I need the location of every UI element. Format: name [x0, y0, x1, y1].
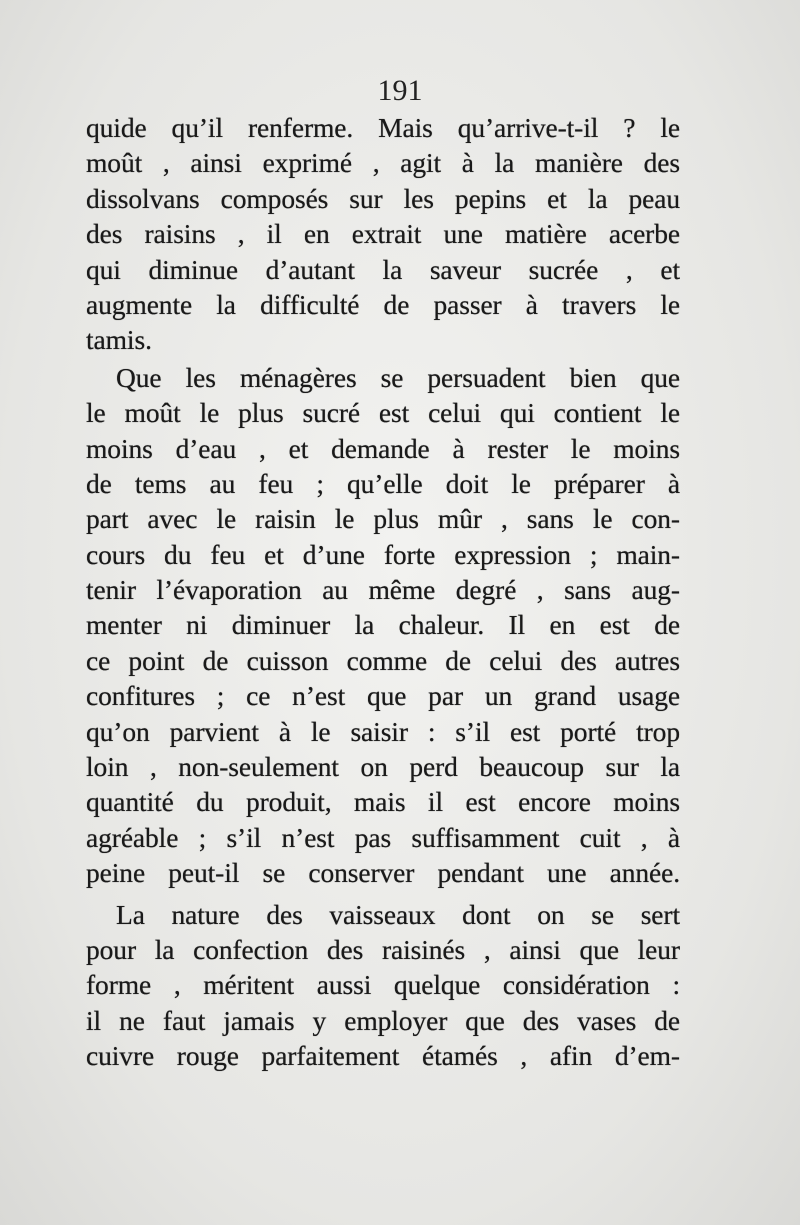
text-line: de tems au feu ; qu’elle doit le préparer à	[86, 467, 680, 499]
text-line: le moût le plus sucré est celui qui contient le	[86, 397, 680, 429]
text-line: quide qu’il renferme. Mais qu’arrive-t-il ? le	[86, 112, 680, 143]
text-line: tenir l’évaporation au même degré , sans aug-	[86, 574, 680, 606]
text-line: tamis.	[86, 324, 152, 356]
text-line: forme , méritent aussi quelque considération :	[86, 969, 680, 1001]
text-line: moût , ainsi exprimé , agit à la manière des	[86, 147, 680, 179]
text-line: qu’on parvient à le saisir : s’il est porté trop	[86, 715, 680, 747]
page-number: 191	[377, 74, 423, 107]
text-line: des raisins , il en extrait une matière acerbe	[86, 218, 680, 250]
text-line: La nature des vaisseaux dont on se sert	[116, 898, 680, 930]
body-text	[86, 110, 680, 1074]
text-line: Que les ménagères se persuadent bien que	[116, 361, 680, 393]
text-line: loin , non-seulement on perd beaucoup sur la	[86, 751, 680, 783]
text-line: confitures ; ce n’est que par un grand usage	[86, 680, 680, 712]
paragraph-2	[86, 360, 680, 891]
text-line: quantité du produit, mais il est encore moins	[86, 786, 680, 818]
text-line: ce point de cuisson comme de celui des autres	[86, 644, 680, 676]
paragraph-3	[86, 897, 680, 1074]
text-line: il ne faut jamais y employer que des vases de	[86, 1004, 680, 1036]
text-line: cours du feu et d’une forte expression ; main-	[86, 538, 680, 570]
text-line: menter ni diminuer la chaleur. Il en est de	[86, 609, 680, 641]
text-line: agréable ; s’il n’est pas suffisamment cuit , à	[86, 821, 680, 853]
text-line: pour la confection des raisinés , ainsi que leur	[86, 933, 680, 965]
text-line: dissolvans composés sur les pepins et la peau	[86, 182, 680, 214]
text-line: cuivre rouge parfaitement étamés , afin d’em-	[86, 1040, 680, 1072]
text-line: part avec le raisin le plus mûr , sans le con-	[86, 503, 680, 535]
text-line: moins d’eau , et demande à rester le moins	[86, 432, 680, 464]
text-line: augmente la difficulté de passer à travers le	[86, 288, 680, 320]
text-line: qui diminue d’autant la saveur sucrée , et	[86, 253, 680, 285]
paragraph-1	[86, 110, 680, 358]
text-line: peine peut-il se conserver pendant une année.	[86, 857, 680, 889]
